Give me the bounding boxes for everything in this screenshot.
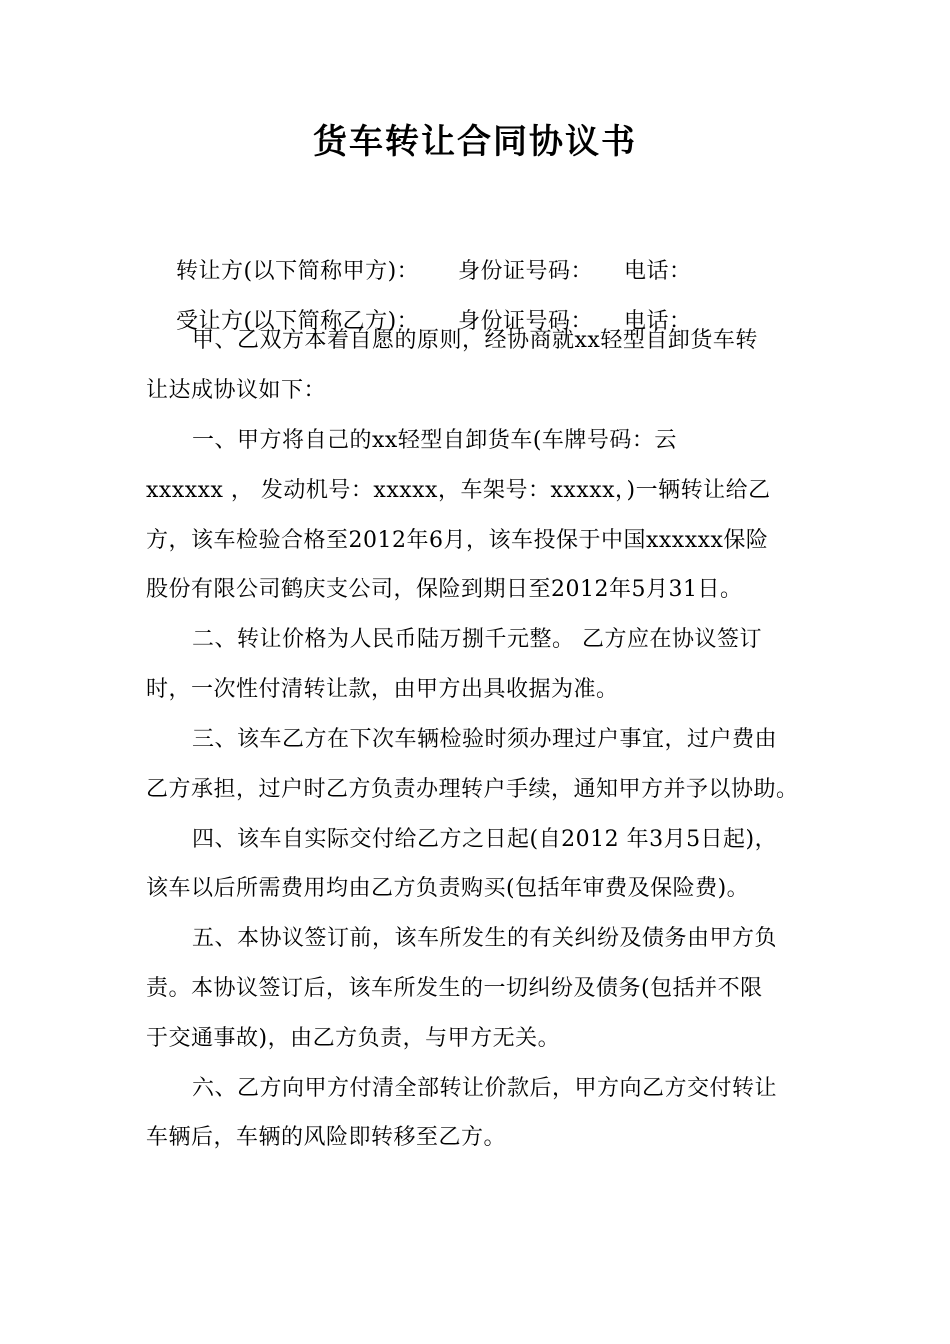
intro-line-2: 让达成协议如下： — [146, 378, 327, 403]
transferee-phone-label: 电话： — [623, 309, 692, 334]
clause-1-line-3: 方，该车检验合格至2012年6月，该车投保于中国xxxxxx保险 — [146, 528, 769, 553]
clause-6-line-1: 六、乙方向甲方付清全部转让价款后，甲方向乙方交付转让 — [192, 1076, 778, 1101]
transferor-phone-label: 电话： — [623, 259, 692, 284]
intro-line-1: 甲、乙双方本着自愿的原则，经协商就xx轻型自卸货车转 — [192, 328, 758, 353]
clause-5-line-1: 五、本协议签订前，该车所发生的有关纠纷及债务由甲方负 — [192, 926, 778, 951]
clause-2-line-1: 二、转让价格为人民币陆万捌千元整。 乙方应在协议签订 — [192, 627, 762, 652]
clause-6-line-2: 车辆后，车辆的风险即转移至乙方。 — [146, 1125, 507, 1150]
transferee-label: 受让方(以下简称乙方)： — [175, 309, 420, 334]
clause-1-line-2: xxxxxx ， 发动机号：xxxxx，车架号：xxxxx，)一辆转让给乙 — [146, 478, 771, 503]
clause-3-line-2: 乙方承担，过户时乙方负责办理转户手续，通知甲方并予以协助。 — [146, 777, 799, 802]
clause-2-line-2: 时，一次性付清转让款，由甲方出具收据为准。 — [146, 677, 619, 702]
transferee-id-label: 身份证号码： — [457, 309, 593, 334]
transferor-label: 转让方(以下简称甲方)： — [175, 259, 420, 284]
clause-5-line-3: 于交通事故)，由乙方负责，与甲方无关。 — [146, 1026, 561, 1051]
clause-1-line-4: 股份有限公司鹤庆支公司，保险到期日至2012年5月31日。 — [146, 577, 743, 602]
transferor-id-label: 身份证号码： — [457, 259, 593, 284]
clause-4-line-1: 四、该车自实际交付给乙方之日起(自2012 年3月5日起)， — [192, 827, 778, 852]
clause-5-line-2: 责。本协议签订后，该车所发生的一切纠纷及债务(包括并不限 — [146, 976, 763, 1001]
clause-4-line-2: 该车以后所需费用均由乙方负责购买(包括年审费及保险费)。 — [146, 876, 750, 901]
clause-1-line-1: 一、甲方将自己的xx轻型自卸货车(车牌号码：云 — [192, 428, 677, 453]
page-title: 货车转让合同协议书 — [313, 122, 637, 162]
clause-3-line-1: 三、该车乙方在下次车辆检验时须办理过户事宜，过户费由 — [192, 727, 778, 752]
